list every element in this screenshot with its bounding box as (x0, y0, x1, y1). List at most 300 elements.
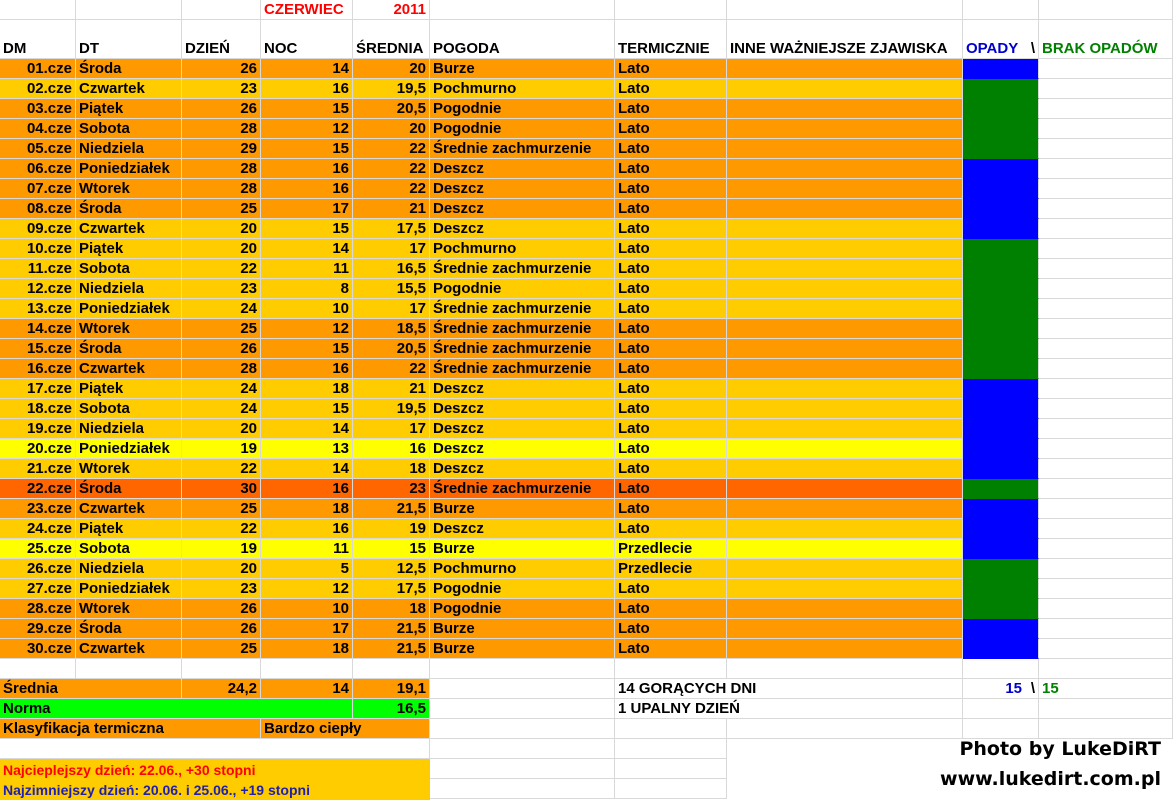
cell-events[interactable] (727, 139, 963, 159)
cell-weather[interactable]: Deszcz (430, 179, 615, 199)
cell-blank[interactable] (1039, 0, 1173, 20)
cell-blank[interactable] (261, 659, 353, 679)
cell-weather[interactable]: Pochmurno (430, 239, 615, 259)
cell-blank[interactable] (0, 20, 76, 40)
cell-average-temp[interactable]: 20,5 (353, 99, 430, 119)
cell-blank[interactable] (615, 739, 727, 759)
cell-blank[interactable] (430, 659, 615, 679)
cell-date[interactable]: 15.cze (0, 339, 76, 359)
cell-events[interactable] (727, 619, 963, 639)
cell-night-temp[interactable]: 15 (261, 339, 353, 359)
cell-events[interactable] (727, 99, 963, 119)
cell-night-temp[interactable]: 12 (261, 119, 353, 139)
cell-thermal[interactable]: Lato (615, 119, 727, 139)
cell-day-temp[interactable]: 24 (182, 379, 261, 399)
cell-average-temp[interactable]: 22 (353, 359, 430, 379)
cell-blank[interactable] (430, 779, 615, 799)
cell-day-temp[interactable]: 25 (182, 319, 261, 339)
cell-average-temp[interactable]: 17,5 (353, 219, 430, 239)
cell-day-temp[interactable]: 26 (182, 99, 261, 119)
cell-precip-indicator[interactable] (963, 219, 1039, 239)
cell-average-temp[interactable]: 17 (353, 419, 430, 439)
cell-blank[interactable] (1039, 559, 1173, 579)
cell-blank[interactable] (1039, 279, 1173, 299)
cell-weekday[interactable]: Piątek (76, 379, 182, 399)
cell-day-temp[interactable]: 26 (182, 599, 261, 619)
header-dzien[interactable]: DZIEŃ (182, 39, 261, 59)
cell-date[interactable]: 12.cze (0, 279, 76, 299)
cell-date[interactable]: 21.cze (0, 459, 76, 479)
cell-weekday[interactable]: Niedziela (76, 559, 182, 579)
cell-thermal[interactable]: Lato (615, 499, 727, 519)
cell-weekday[interactable]: Środa (76, 479, 182, 499)
cell-precip-indicator[interactable] (963, 139, 1039, 159)
cell-date[interactable]: 25.cze (0, 539, 76, 559)
cell-day-temp[interactable]: 25 (182, 199, 261, 219)
cell-blank[interactable] (1039, 719, 1173, 739)
cell-average-temp[interactable]: 17,5 (353, 579, 430, 599)
cell-events[interactable] (727, 499, 963, 519)
cell-blank[interactable] (0, 0, 76, 20)
cell-weekday[interactable]: Poniedziałek (76, 579, 182, 599)
cell-weather[interactable]: Burze (430, 539, 615, 559)
cell-precip-indicator[interactable] (963, 559, 1039, 579)
cell-thermal[interactable]: Lato (615, 79, 727, 99)
cell-night-temp[interactable]: 13 (261, 439, 353, 459)
cell-night-temp[interactable]: 10 (261, 299, 353, 319)
cell-day-temp[interactable]: 28 (182, 359, 261, 379)
cell-blank[interactable] (1039, 699, 1173, 719)
cell-blank[interactable] (615, 759, 727, 779)
cell-events[interactable] (727, 59, 963, 79)
cell-average-temp[interactable]: 22 (353, 179, 430, 199)
cell-blank[interactable] (1039, 239, 1173, 259)
cell-weekday[interactable]: Czwartek (76, 639, 182, 659)
cell-events[interactable] (727, 539, 963, 559)
cell-date[interactable]: 24.cze (0, 519, 76, 539)
cell-weather[interactable]: Pogodnie (430, 279, 615, 299)
cell-weekday[interactable]: Sobota (76, 539, 182, 559)
cell-date[interactable]: 22.cze (0, 479, 76, 499)
warmest-day-note[interactable]: Najcieplejszy dzień: 22.06., +30 stopni (3, 762, 256, 778)
cell-precip-indicator[interactable] (963, 519, 1039, 539)
cell-blank[interactable] (1039, 159, 1173, 179)
cell-night-temp[interactable]: 16 (261, 479, 353, 499)
cell-thermal[interactable]: Lato (615, 159, 727, 179)
cell-weather[interactable]: Pogodnie (430, 119, 615, 139)
cell-night-temp[interactable]: 14 (261, 59, 353, 79)
cell-weather[interactable]: Średnie zachmurzenie (430, 339, 615, 359)
cell-weekday[interactable]: Sobota (76, 259, 182, 279)
cell-precip-indicator[interactable] (963, 239, 1039, 259)
header-brak-opadow[interactable]: BRAK OPADÓW (1039, 39, 1173, 59)
cell-day-temp[interactable]: 25 (182, 639, 261, 659)
cell-events[interactable] (727, 279, 963, 299)
cell-events[interactable] (727, 259, 963, 279)
cell-blank[interactable] (1039, 519, 1173, 539)
cell-weekday[interactable]: Czwartek (76, 499, 182, 519)
cell-precip-indicator[interactable] (963, 339, 1039, 359)
cell-blank[interactable] (0, 659, 76, 679)
cell-thermal[interactable]: Lato (615, 259, 727, 279)
cell-day-temp[interactable]: 23 (182, 279, 261, 299)
cell-average-temp[interactable]: 23 (353, 479, 430, 499)
cell-blank[interactable] (182, 0, 261, 20)
cell-date[interactable]: 23.cze (0, 499, 76, 519)
cell-blank[interactable] (1039, 419, 1173, 439)
cell-day-temp[interactable]: 28 (182, 159, 261, 179)
cell-blank[interactable] (1039, 619, 1173, 639)
cell-date[interactable]: 08.cze (0, 199, 76, 219)
cell-date[interactable]: 04.cze (0, 119, 76, 139)
cell-day-temp[interactable]: 25 (182, 499, 261, 519)
cell-weather[interactable]: Burze (430, 499, 615, 519)
cell-date[interactable]: 03.cze (0, 99, 76, 119)
cell-blank[interactable] (615, 20, 727, 40)
cell-date[interactable]: 09.cze (0, 219, 76, 239)
cell-night-temp[interactable]: 18 (261, 499, 353, 519)
cell-date[interactable]: 07.cze (0, 179, 76, 199)
cell-precip-indicator[interactable] (963, 79, 1039, 99)
cell-precip-indicator[interactable] (963, 399, 1039, 419)
cell-weekday[interactable]: Niedziela (76, 279, 182, 299)
cell-day-temp[interactable]: 20 (182, 559, 261, 579)
cell-blank[interactable] (727, 719, 963, 739)
summary-average-mean[interactable]: 19,1 (353, 679, 430, 699)
cell-blank[interactable] (963, 0, 1039, 20)
cell-average-temp[interactable]: 19,5 (353, 399, 430, 419)
cell-thermal[interactable]: Lato (615, 319, 727, 339)
cell-precip-indicator[interactable] (963, 539, 1039, 559)
cell-precip-indicator[interactable] (963, 639, 1039, 659)
cell-thermal[interactable]: Lato (615, 339, 727, 359)
cell-blank[interactable] (1039, 319, 1173, 339)
cell-weather[interactable]: Średnie zachmurzenie (430, 319, 615, 339)
cell-date[interactable]: 06.cze (0, 159, 76, 179)
cell-events[interactable] (727, 399, 963, 419)
cell-weekday[interactable]: Sobota (76, 119, 182, 139)
cell-precip-indicator[interactable] (963, 499, 1039, 519)
cell-precip-indicator[interactable] (963, 599, 1039, 619)
cell-average-temp[interactable]: 21,5 (353, 499, 430, 519)
cell-day-temp[interactable]: 26 (182, 339, 261, 359)
cell-blank[interactable] (1039, 599, 1173, 619)
cell-blank[interactable] (353, 659, 430, 679)
cell-weather[interactable]: Średnie zachmurzenie (430, 259, 615, 279)
cell-date[interactable]: 26.cze (0, 559, 76, 579)
cell-weather[interactable]: Burze (430, 619, 615, 639)
cell-night-temp[interactable]: 16 (261, 179, 353, 199)
cell-night-temp[interactable]: 16 (261, 79, 353, 99)
cell-blank[interactable] (1039, 199, 1173, 219)
cell-thermal[interactable]: Lato (615, 379, 727, 399)
cell-average-temp[interactable]: 18 (353, 599, 430, 619)
cell-date[interactable]: 30.cze (0, 639, 76, 659)
summary-norm-value[interactable]: 16,5 (353, 699, 430, 719)
cell-precip-indicator[interactable] (963, 299, 1039, 319)
cell-average-temp[interactable]: 18,5 (353, 319, 430, 339)
cell-date[interactable]: 27.cze (0, 579, 76, 599)
cell-average-temp[interactable]: 21,5 (353, 619, 430, 639)
cell-night-temp[interactable]: 14 (261, 459, 353, 479)
cell-blank[interactable] (1039, 499, 1173, 519)
cell-blank[interactable] (430, 719, 615, 739)
cell-thermal[interactable]: Lato (615, 419, 727, 439)
cell-date[interactable]: 11.cze (0, 259, 76, 279)
cell-night-temp[interactable]: 18 (261, 639, 353, 659)
cell-weekday[interactable]: Środa (76, 199, 182, 219)
cell-blank[interactable] (615, 779, 727, 799)
cell-average-temp[interactable]: 21 (353, 199, 430, 219)
cell-events[interactable] (727, 179, 963, 199)
cell-date[interactable]: 10.cze (0, 239, 76, 259)
cell-night-temp[interactable]: 16 (261, 519, 353, 539)
cell-day-temp[interactable]: 24 (182, 399, 261, 419)
cell-date[interactable]: 19.cze (0, 419, 76, 439)
cell-blank[interactable] (1039, 119, 1173, 139)
cell-date[interactable]: 20.cze (0, 439, 76, 459)
cell-day-temp[interactable]: 29 (182, 139, 261, 159)
cell-thermal[interactable]: Lato (615, 439, 727, 459)
cell-weekday[interactable]: Czwartek (76, 359, 182, 379)
cell-average-temp[interactable]: 19,5 (353, 79, 430, 99)
cell-weekday[interactable]: Piątek (76, 99, 182, 119)
cell-weather[interactable]: Pogodnie (430, 599, 615, 619)
cell-weather[interactable]: Pogodnie (430, 99, 615, 119)
cell-precip-indicator[interactable] (963, 199, 1039, 219)
cell-precip-indicator[interactable] (963, 479, 1039, 499)
cell-night-temp[interactable]: 14 (261, 239, 353, 259)
summary-norm-label[interactable]: Norma (0, 699, 353, 719)
cell-weather[interactable]: Deszcz (430, 199, 615, 219)
cell-events[interactable] (727, 219, 963, 239)
cell-blank[interactable] (1039, 79, 1173, 99)
cell-precip-indicator[interactable] (963, 419, 1039, 439)
cell-day-temp[interactable]: 20 (182, 219, 261, 239)
summary-average-night[interactable]: 14 (261, 679, 353, 699)
cell-precip-indicator[interactable] (963, 459, 1039, 479)
cell-thermal[interactable]: Lato (615, 639, 727, 659)
cell-thermal[interactable]: Lato (615, 619, 727, 639)
cell-average-temp[interactable]: 21,5 (353, 639, 430, 659)
header-noc[interactable]: NOC (261, 39, 353, 59)
cell-average-temp[interactable]: 20,5 (353, 339, 430, 359)
month-title[interactable]: CZERWIEC (261, 0, 353, 20)
cell-day-temp[interactable]: 23 (182, 579, 261, 599)
summary-average-label[interactable]: Średnia (0, 679, 182, 699)
cell-date[interactable]: 05.cze (0, 139, 76, 159)
cell-day-temp[interactable]: 22 (182, 519, 261, 539)
cell-blank[interactable] (615, 0, 727, 20)
cell-average-temp[interactable]: 22 (353, 159, 430, 179)
cell-blank[interactable] (430, 699, 615, 719)
cell-events[interactable] (727, 159, 963, 179)
cell-date[interactable]: 29.cze (0, 619, 76, 639)
summary-hot-day[interactable]: 1 UPALNY DZIEŃ (615, 699, 963, 719)
summary-average-day[interactable]: 24,2 (182, 679, 261, 699)
cell-date[interactable]: 01.cze (0, 59, 76, 79)
cell-blank[interactable] (963, 20, 1039, 40)
cell-date[interactable]: 18.cze (0, 399, 76, 419)
cell-blank[interactable] (430, 759, 615, 779)
cell-day-temp[interactable]: 22 (182, 259, 261, 279)
header-pogoda[interactable]: POGODA (430, 39, 615, 59)
summary-brak-count[interactable]: 15 (1039, 679, 1173, 699)
year-title[interactable]: 2011 (353, 0, 430, 20)
cell-events[interactable] (727, 299, 963, 319)
cell-blank[interactable] (1039, 539, 1173, 559)
cell-night-temp[interactable]: 15 (261, 99, 353, 119)
cell-weekday[interactable]: Piątek (76, 519, 182, 539)
cell-blank[interactable] (615, 719, 727, 739)
cell-average-temp[interactable]: 17 (353, 299, 430, 319)
header-opady[interactable] (963, 39, 1039, 59)
cell-thermal[interactable]: Lato (615, 239, 727, 259)
cell-day-temp[interactable]: 19 (182, 439, 261, 459)
cell-blank[interactable] (182, 659, 261, 679)
cell-precip-indicator[interactable] (963, 99, 1039, 119)
cell-blank[interactable] (1039, 459, 1173, 479)
cell-date[interactable]: 17.cze (0, 379, 76, 399)
cell-weather[interactable]: Deszcz (430, 519, 615, 539)
cell-night-temp[interactable]: 15 (261, 139, 353, 159)
cell-blank[interactable] (76, 0, 182, 20)
summary-classification-label[interactable]: Klasyfikacja termiczna (0, 719, 261, 739)
cell-blank[interactable] (0, 739, 430, 759)
cell-average-temp[interactable]: 21 (353, 379, 430, 399)
cell-thermal[interactable]: Lato (615, 179, 727, 199)
cell-blank[interactable] (1039, 299, 1173, 319)
cell-average-temp[interactable]: 15,5 (353, 279, 430, 299)
cell-night-temp[interactable]: 17 (261, 199, 353, 219)
cell-average-temp[interactable]: 20 (353, 59, 430, 79)
cell-average-temp[interactable]: 20 (353, 119, 430, 139)
cell-blank[interactable] (1039, 99, 1173, 119)
cell-precip-indicator[interactable] (963, 119, 1039, 139)
cell-events[interactable] (727, 379, 963, 399)
cell-blank[interactable] (727, 20, 963, 40)
cell-blank[interactable] (261, 20, 353, 40)
cell-precip-indicator[interactable] (963, 59, 1039, 79)
cell-thermal[interactable]: Lato (615, 219, 727, 239)
cell-precip-indicator[interactable] (963, 359, 1039, 379)
cell-events[interactable] (727, 459, 963, 479)
cell-weekday[interactable]: Poniedziałek (76, 439, 182, 459)
cell-blank[interactable] (1039, 579, 1173, 599)
cell-blank[interactable] (76, 20, 182, 40)
header-termicznie[interactable]: TERMICZNIE (615, 39, 727, 59)
cell-weekday[interactable]: Poniedziałek (76, 159, 182, 179)
cell-events[interactable] (727, 579, 963, 599)
cell-night-temp[interactable]: 15 (261, 399, 353, 419)
cell-blank[interactable] (430, 20, 615, 40)
cell-events[interactable] (727, 479, 963, 499)
header-inne[interactable]: INNE WAŻNIEJSZE ZJAWISKA (727, 39, 963, 59)
cell-blank[interactable] (1039, 379, 1173, 399)
cell-thermal[interactable]: Przedlecie (615, 559, 727, 579)
cell-blank[interactable] (1039, 219, 1173, 239)
cell-weather[interactable]: Średnie zachmurzenie (430, 139, 615, 159)
cell-events[interactable] (727, 559, 963, 579)
cell-weather[interactable]: Burze (430, 639, 615, 659)
cell-precip-indicator[interactable] (963, 579, 1039, 599)
coldest-day-note[interactable]: Najzimniejszy dzień: 20.06. i 25.06., +19 stopni (3, 782, 310, 798)
cell-events[interactable] (727, 639, 963, 659)
cell-day-temp[interactable]: 30 (182, 479, 261, 499)
cell-date[interactable]: 13.cze (0, 299, 76, 319)
cell-thermal[interactable]: Lato (615, 599, 727, 619)
cell-weather[interactable]: Pogodnie (430, 579, 615, 599)
cell-day-temp[interactable]: 26 (182, 619, 261, 639)
cell-night-temp[interactable]: 11 (261, 259, 353, 279)
cell-night-temp[interactable]: 10 (261, 599, 353, 619)
cell-thermal[interactable]: Lato (615, 579, 727, 599)
cell-day-temp[interactable]: 20 (182, 239, 261, 259)
cell-weekday[interactable]: Sobota (76, 399, 182, 419)
cell-night-temp[interactable]: 5 (261, 559, 353, 579)
cell-average-temp[interactable]: 16 (353, 439, 430, 459)
cell-night-temp[interactable]: 17 (261, 619, 353, 639)
cell-precip-indicator[interactable] (963, 439, 1039, 459)
cell-average-temp[interactable]: 18 (353, 459, 430, 479)
cell-date[interactable]: 28.cze (0, 599, 76, 619)
cell-weather[interactable]: Pochmurno (430, 79, 615, 99)
cell-events[interactable] (727, 359, 963, 379)
cell-blank[interactable] (182, 20, 261, 40)
cell-weekday[interactable]: Wtorek (76, 599, 182, 619)
cell-blank[interactable] (1039, 479, 1173, 499)
cell-weekday[interactable]: Środa (76, 339, 182, 359)
cell-night-temp[interactable]: 12 (261, 579, 353, 599)
cell-precip-indicator[interactable] (963, 319, 1039, 339)
cell-weekday[interactable]: Wtorek (76, 459, 182, 479)
cell-blank[interactable] (1039, 59, 1173, 79)
cell-blank[interactable] (1039, 179, 1173, 199)
cell-events[interactable] (727, 439, 963, 459)
cell-blank[interactable] (1039, 359, 1173, 379)
cell-weekday[interactable]: Środa (76, 59, 182, 79)
cell-blank[interactable] (615, 659, 727, 679)
cell-blank[interactable] (430, 739, 615, 759)
cell-thermal[interactable]: Lato (615, 459, 727, 479)
cell-events[interactable] (727, 79, 963, 99)
cell-weekday[interactable]: Niedziela (76, 419, 182, 439)
cell-weekday[interactable]: Niedziela (76, 139, 182, 159)
cell-blank[interactable] (727, 0, 963, 20)
cell-weather[interactable]: Deszcz (430, 459, 615, 479)
cell-average-temp[interactable]: 16,5 (353, 259, 430, 279)
cell-events[interactable] (727, 419, 963, 439)
cell-blank[interactable] (430, 679, 615, 699)
cell-precip-indicator[interactable] (963, 379, 1039, 399)
cell-weekday[interactable]: Czwartek (76, 79, 182, 99)
cell-night-temp[interactable]: 16 (261, 159, 353, 179)
cell-events[interactable] (727, 319, 963, 339)
header-srednia[interactable]: ŚREDNIA (353, 39, 430, 59)
cell-day-temp[interactable]: 26 (182, 59, 261, 79)
header-dt[interactable]: DT (76, 39, 182, 59)
cell-events[interactable] (727, 339, 963, 359)
cell-date[interactable]: 02.cze (0, 79, 76, 99)
cell-date[interactable]: 14.cze (0, 319, 76, 339)
cell-night-temp[interactable]: 14 (261, 419, 353, 439)
cell-blank[interactable] (963, 699, 1039, 719)
cell-thermal[interactable]: Lato (615, 359, 727, 379)
cell-events[interactable] (727, 119, 963, 139)
cell-day-temp[interactable]: 22 (182, 459, 261, 479)
cell-precip-indicator[interactable] (963, 159, 1039, 179)
cell-blank[interactable] (1039, 439, 1173, 459)
